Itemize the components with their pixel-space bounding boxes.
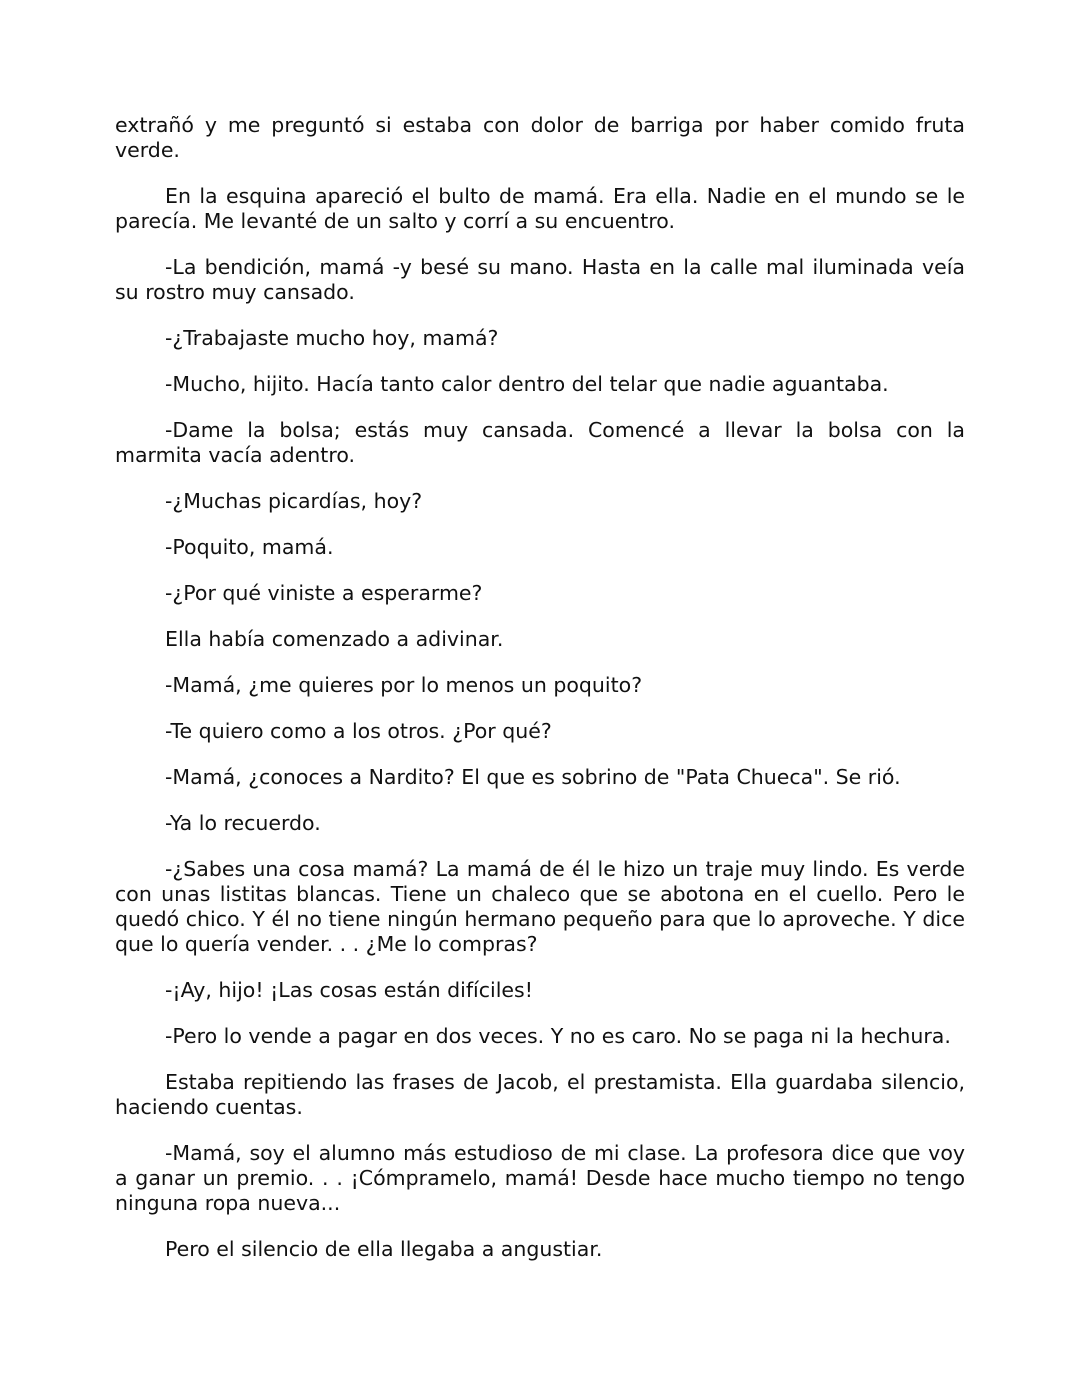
paragraph-17: -Pero lo vende a pagar en dos veces. Y no es caro. No se paga ni la hechura. [165,1024,951,1048]
paragraph-1: extrañó y me preguntó si estaba con dolor de barriga por haber comido fruta verde. [115,113,965,162]
paragraph-16: -¡Ay, hijo! ¡Las cosas están difíciles! [165,978,533,1002]
document-page [115,113,965,1283]
paragraph-18: Estaba repitiendo las frases de Jacob, el prestamista. Ella guardaba silencio, haciendo cuentas. [115,1070,965,1119]
paragraph-13: -Mamá, ¿conoces a Nardito? El que es sobrino de "Pata Chueca". Se rió. [165,765,901,789]
paragraph-10: Ella había comenzado a adivinar. [165,627,504,651]
paragraph-4: -¿Trabajaste mucho hoy, mamá? [165,326,499,350]
paragraph-8: -Poquito, mamá. [165,535,334,559]
paragraph-5: -Mucho, hijito. Hacía tanto calor dentro del telar que nadie aguantaba. [165,372,889,396]
paragraph-12: -Te quiero como a los otros. ¿Por qué? [165,719,552,743]
paragraph-15: -¿Sabes una cosa mamá? La mamá de él le hizo un traje muy lindo. Es verde con unas listitas blancas. Tiene un chaleco que se abotona en el cuello. Pero le quedó chico. Y él no tiene ningún hermano pequeño para que lo aproveche. Y dice que lo quería vender. . . ¿Me lo compras? [115,857,965,956]
paragraph-20: Pero el silencio de ella llegaba a angustiar. [165,1237,603,1261]
paragraph-2: En la esquina apareció el bulto de mamá. Era ella. Nadie en el mundo se le parecía. Me levanté de un salto y corrí a su encuentro. [115,184,965,233]
paragraph-9: -¿Por qué viniste a esperarme? [165,581,483,605]
paragraph-7: -¿Muchas picardías, hoy? [165,489,423,513]
paragraph-19: -Mamá, soy el alumno más estudioso de mi clase. La profesora dice que voy a ganar un premio. . . ¡Cómpramelo, mamá! Desde hace mucho tiempo no tengo ninguna ropa nueva... [115,1141,965,1215]
paragraph-3: -La bendición, mamá -y besé su mano. Hasta en la calle mal iluminada veía su rostro muy cansado. [115,255,965,304]
paragraph-11: -Mamá, ¿me quieres por lo menos un poquito? [165,673,643,697]
paragraph-14: -Ya lo recuerdo. [165,811,321,835]
paragraph-6: -Dame la bolsa; estás muy cansada. Comencé a llevar la bolsa con la marmita vacía adentro. [115,418,965,467]
